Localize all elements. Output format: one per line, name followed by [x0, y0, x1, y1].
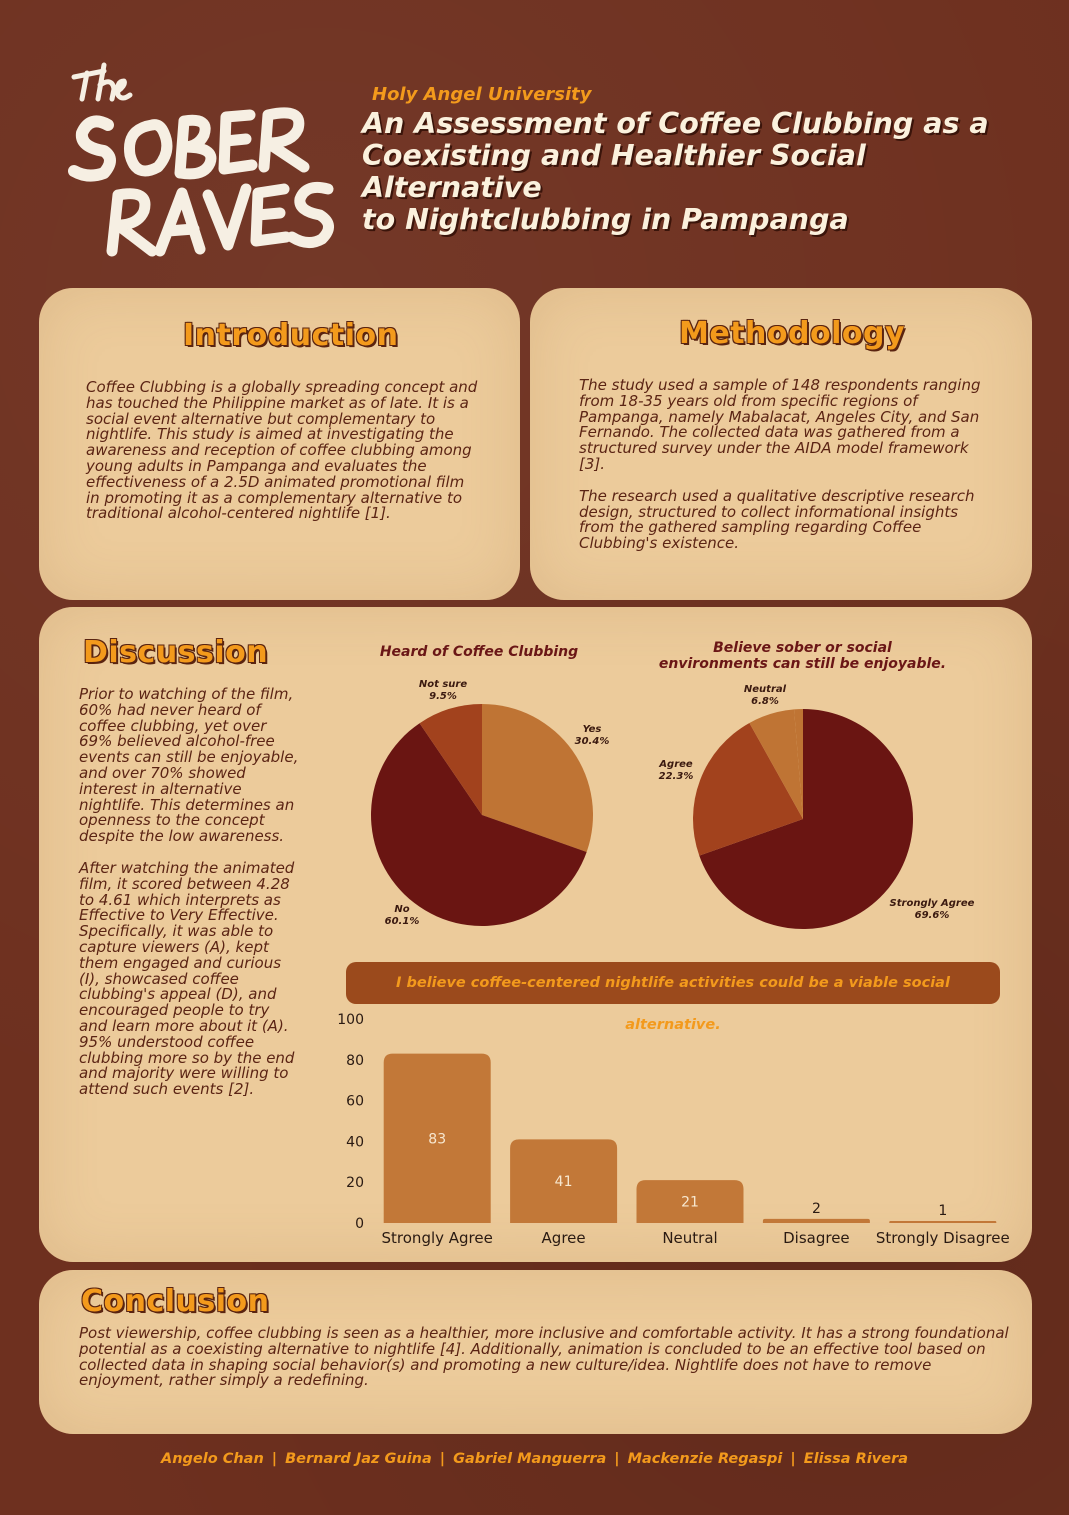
discussion-heading: Discussion — [83, 635, 269, 670]
title-line-1: An Assessment of Coffee Clubbing as a — [362, 107, 989, 140]
author-separator: | — [614, 1451, 620, 1467]
pie2-label-neutral-name: Neutral — [743, 684, 787, 695]
pie1-label-no-name: No — [394, 904, 410, 915]
x-tick-label: Disagree — [783, 1229, 850, 1247]
author-2: Bernard Jaz Guina — [285, 1451, 432, 1467]
pie1-label-not-sure — [414, 679, 472, 703]
sober-raves-logo — [60, 55, 350, 265]
pie2-label-agree-value: 22.3% — [658, 771, 694, 782]
pie-chart-1-title: Heard of Coffee Clubbing — [379, 644, 579, 660]
bar-value-label: 83 — [428, 1131, 447, 1148]
pie-chart-heard-of-coffee-clubbing — [370, 703, 594, 927]
methodology-paragraph-2: The research used a qualitative descriptive research design, structured to collect informational insights from the gathered sampling regarding Coffee Clubbing's existence. — [579, 486, 975, 553]
discussion-paragraph-2: After watching the animated film, it scored between 4.28 to 4.61 which interprets as Effective to Very Effective. Specifically, it was able to capture viewers (A), kept them engaged and curious (I), showcased coffee clubbing's appeal (D), and encouraged people to try and learn more about it (A). 95% understood coffee clubbing more so by the end and majority were willing to attend such events [2]. — [79, 858, 295, 1099]
y-tick-label: 60 — [346, 1093, 364, 1110]
pie1-label-no — [380, 904, 424, 928]
pie-chart-sober-environments-enjoyable — [692, 708, 914, 930]
bar-value-label: 2 — [811, 1200, 821, 1217]
author-separator: | — [439, 1451, 446, 1467]
x-tick-label: Agree — [541, 1229, 586, 1247]
x-tick-label: Strongly Disagree — [875, 1229, 1010, 1247]
title-line-2: Coexisting and Healthier Social Alternative — [362, 139, 866, 204]
y-tick-label: 0 — [355, 1216, 364, 1232]
y-tick-label: 40 — [346, 1134, 364, 1151]
x-tick-label: Neutral — [662, 1229, 718, 1247]
pie1-label-not-sure-name: Not sure — [418, 679, 468, 690]
author-4: Mackenzie Regaspi — [627, 1451, 783, 1467]
y-tick-label: 20 — [346, 1175, 364, 1192]
methodology-heading: Methodology — [679, 316, 906, 351]
pie2-label-strongly-agree-name: Strongly Agree — [889, 898, 975, 909]
bar-strongly-disagree — [889, 1221, 996, 1223]
y-tick-label: 100 — [337, 1012, 364, 1028]
pie2-label-agree — [652, 759, 700, 783]
pie1-label-yes — [570, 724, 614, 748]
pie2-label-strongly-agree-value: 69.6% — [914, 910, 950, 921]
introduction-heading: Introduction — [183, 318, 399, 353]
author-5: Elissa Rivera — [803, 1451, 908, 1467]
bar-value-label: 41 — [554, 1174, 573, 1191]
pie-chart-2-title — [640, 640, 965, 672]
author-separator: | — [271, 1451, 278, 1467]
introduction-text: Coffee Clubbing is a globally spreading concept and has touched the Philippine market as of late. It is a social event alternative but complementary to nightlife. This study is aimed at investigating the awareness and reception of coffee clubbing among young adults in Pampanga and evaluates the effectiveness of a 2.5D animated promotional film in promoting it as a complementary alternative to traditional alcohol-centered nightlife [1]. — [86, 378, 478, 523]
bar-chart-title: I believe coffee-centered nightlife activities could be a viable social alternative. — [396, 975, 950, 1033]
x-tick-label: Strongly Agree — [381, 1229, 493, 1247]
bar-disagree — [763, 1219, 870, 1223]
author-separator: | — [790, 1451, 796, 1467]
author-3: Gabriel Manguerra — [453, 1451, 607, 1467]
bar-value-label: 21 — [681, 1194, 699, 1211]
authors-line — [0, 1451, 1069, 1467]
discussion-paragraph-1: Prior to watching of the film, 60% had never heard of coffee clubbing, yet over 69% believed alcohol-free events can still be enjoyable, and over 70% showed interest in alternative nightlife. This determines an openness to the concept despite the low awareness. — [79, 685, 299, 846]
pie-chart-2-title-line-2: environments can still be enjoyable. — [658, 656, 947, 672]
y-tick-label: 80 — [346, 1052, 364, 1069]
pie2-label-strongly-agree — [884, 898, 980, 922]
methodology-panel — [530, 288, 1032, 600]
title-line-3: to Nightclubbing in Pampanga — [362, 203, 849, 236]
pie1-label-yes-value: 30.4% — [574, 736, 610, 747]
author-1: Angelo Chan — [160, 1451, 264, 1467]
methodology-paragraph-1: The study used a sample of 148 respondents ranging from 18-35 years old from specific regions of Pampanga, namely Mabalacat, Angeles City, and San Fernando. The collected data was gathered from a structured survey under the AIDA model framework [3]. — [579, 376, 981, 473]
methodology-text — [579, 378, 994, 568]
pie1-label-yes-name: Yes — [582, 724, 602, 735]
conclusion-panel — [39, 1270, 1032, 1434]
pie2-label-agree-name: Agree — [659, 759, 693, 770]
pie1-label-no-value: 60.1% — [384, 916, 420, 927]
bar-value-label: 1 — [938, 1202, 948, 1219]
discussion-text — [79, 687, 301, 1114]
conclusion-text: Post viewership, coffee clubbing is seen as a healthier, more inclusive and comfortable activity. It has a strong foundational potential as a coexisting alternative to nightlife [4]. Additionally, animation is concluded to be an effective tool based on collected data in shaping social behavior(s) and promoting a new culture/idea. Nightlife does not have to remove enjoyment, rather simply a redefining. — [79, 1324, 1009, 1390]
pie2-label-neutral-value: 6.8% — [751, 696, 779, 707]
introduction-panel — [39, 288, 520, 600]
pie1-label-not-sure-value: 9.5% — [429, 691, 457, 702]
conclusion-heading: Conclusion — [81, 1284, 270, 1319]
pie2-label-neutral — [738, 684, 792, 708]
university-name: Holy Angel University — [372, 84, 592, 105]
poster-title — [362, 108, 1052, 236]
pie-chart-2-title-line-1: Believe sober or social — [713, 640, 892, 656]
bar-chart-viable-alternative — [330, 1005, 1020, 1255]
